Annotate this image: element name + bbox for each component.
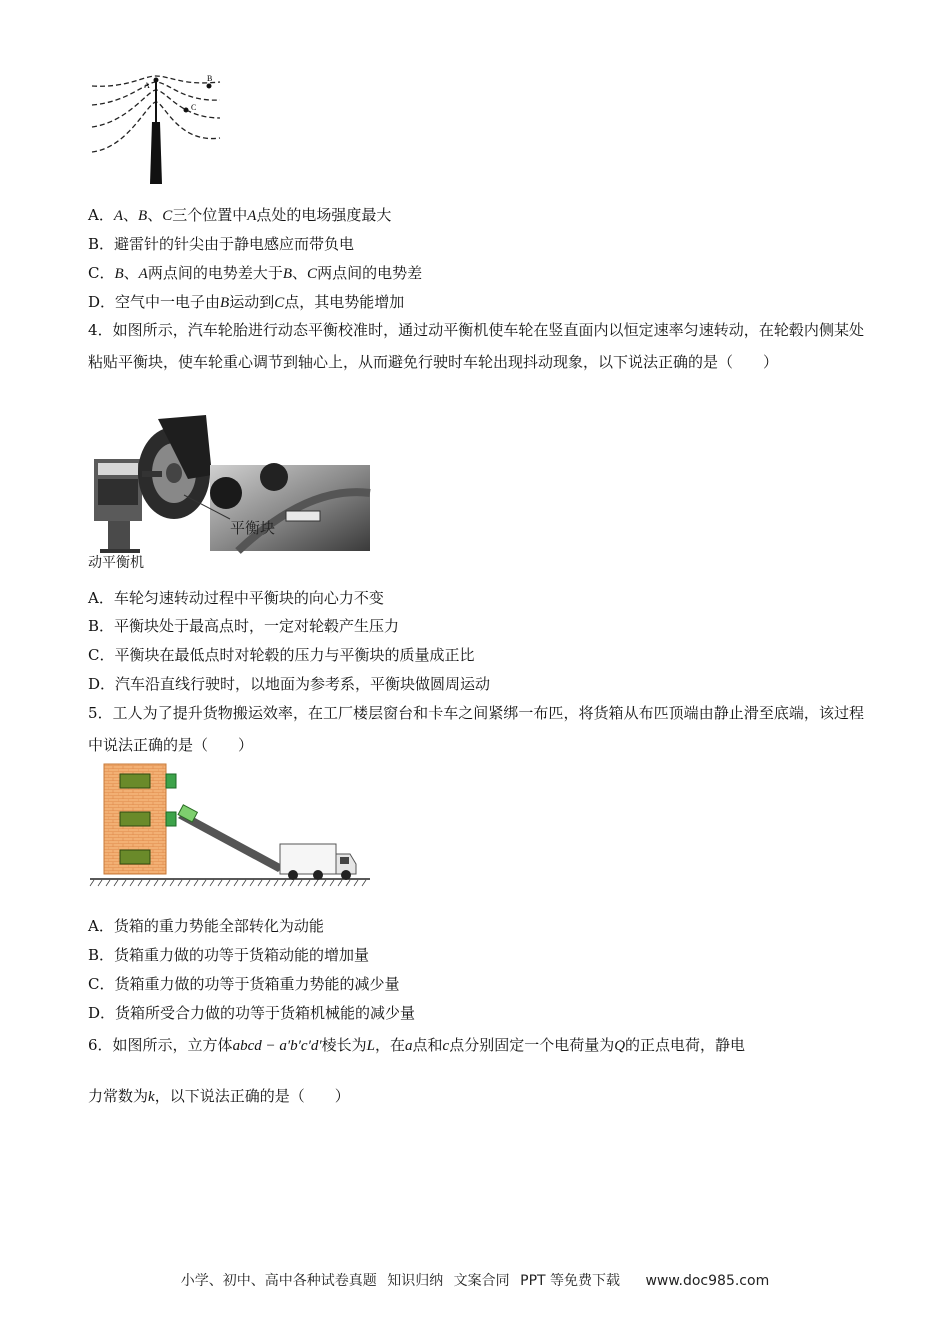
q6-stem-line1: 6．如图所示，立方体abcd − a′b′c′d′棱长为L，在a点和c点分别固定一个电荷量为Q的正点电荷，静电	[88, 1036, 746, 1054]
lightning-rod-figure	[88, 72, 223, 187]
page-footer: 小学、初中、高中各种试卷真题 知识归纳 文案合同 PPT 等免费下载 www.doc985.com	[180, 1273, 770, 1289]
balance-block-label: 平衡块	[230, 519, 276, 537]
q3-option-c: C．B、A两点间的电势差大于B、C两点间的电势差	[88, 264, 423, 282]
q4-option-b: B．平衡块处于最高点时，一定对轮毂产生压力	[88, 617, 400, 635]
q6-stem-line2: 力常数为k，以下说法正确的是（ ）	[88, 1087, 350, 1105]
q3-option-a: A．A、B、C三个位置中A点处的电场强度最大	[88, 206, 392, 224]
q5-option-a: A．货箱的重力势能全部转化为动能	[88, 917, 324, 935]
q4-stem: 4．如图所示，汽车轮胎进行动态平衡校准时，通过动平衡机使车轮在竖直面内以恒定速率匀速转动，在轮毂内侧某处粘贴平衡块，使车轮重心调节到轴心上，从而避免行驶时车轮出现抖动现象，以下说法正确的是（ ）	[88, 321, 864, 371]
q4-option-a: A．车轮匀速转动过程中平衡块的向心力不变	[88, 589, 384, 607]
q5-option-c: C．货箱重力做的功等于货箱重力势能的减少量	[88, 975, 400, 993]
q5-option-b: B．货箱重力做的功等于货箱动能的增加量	[88, 946, 370, 964]
q4-option-c: C．平衡块在最低点时对轮毂的压力与平衡块的质量成正比	[88, 646, 475, 664]
q3-option-b: B．避雷针的针尖由于静电感应而带负电	[88, 235, 355, 253]
building-truck-figure	[88, 760, 373, 890]
q3-option-d: D．空气中一电子由B运动到C点，其电势能增加	[88, 293, 405, 311]
cube-label: abcd − a′b′c′d′	[232, 1038, 322, 1054]
wheel-balancer-figure	[88, 415, 373, 575]
point-a-label: A	[144, 81, 150, 90]
balancer-caption: 动平衡机	[88, 555, 144, 571]
point-b-label: B	[207, 74, 213, 83]
point-c-label: C	[191, 103, 197, 112]
q5-option-d: D．货箱所受合力做的功等于货箱机械能的减少量	[88, 1004, 416, 1022]
q5-stem: 5．工人为了提升货物搬运效率，在工厂楼层窗台和卡车之间紧绑一布匹，将货箱从布匹顶端由静止滑至底端，该过程中说法正确的是（ ）	[88, 704, 864, 754]
footer-link[interactable]: www.doc985.com	[645, 1273, 770, 1289]
q4-option-d: D．汽车沿直线行驶时，以地面为参考系，平衡块做圆周运动	[88, 675, 491, 693]
